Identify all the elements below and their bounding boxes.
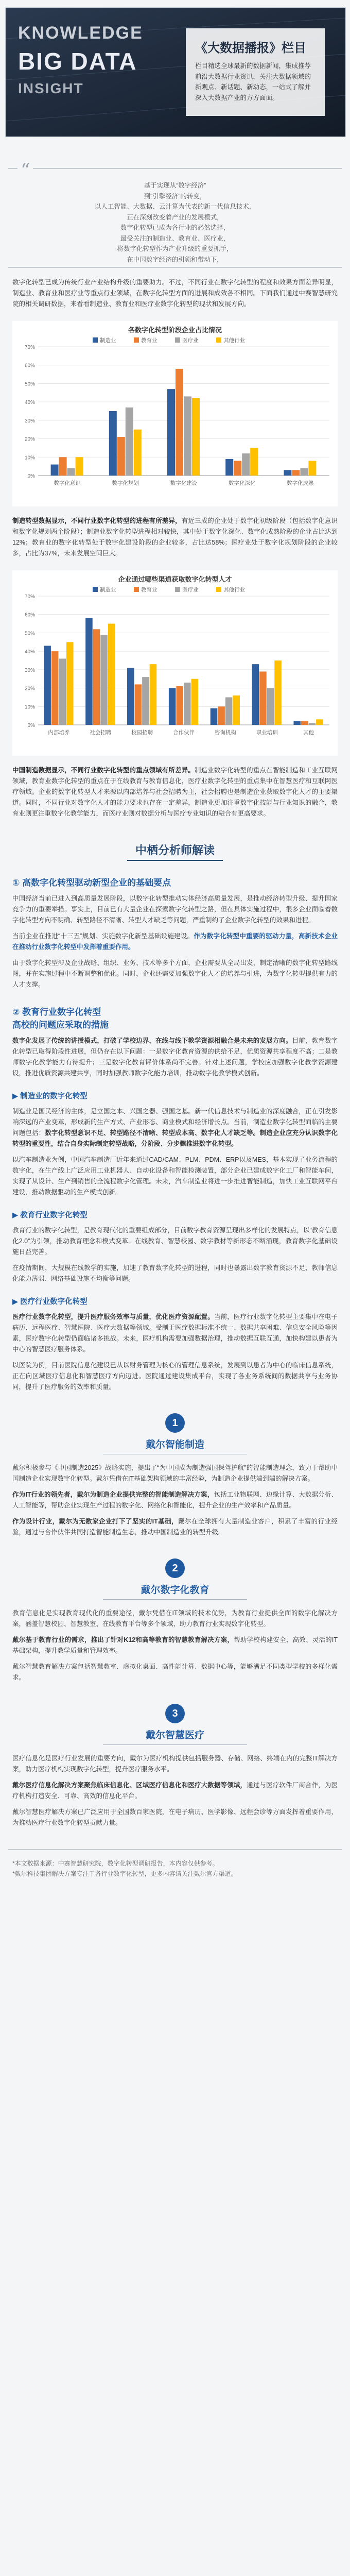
paragraph-s1-4-bold: 数字化发展了传统的讲授模式，打破了学校边界，在线与线下教学资源相融合是未来的发展方向。 xyxy=(12,1037,292,1044)
hero-word-3: INSIGHT xyxy=(18,80,84,96)
bar xyxy=(274,660,282,725)
intro-line: 在中国数字经济的引领和带动下， xyxy=(127,256,223,263)
legend-swatch xyxy=(93,587,98,592)
section-heading-text: 中栖分析师解读 xyxy=(127,840,223,861)
paragraph-b2-3: 戴尔智慧教育解决方案包括智慧教室、虚拟化桌面、高性能计算、数据中心等，能够满足不同类型学校的多样化需求。 xyxy=(12,1663,338,1681)
y-tick-label: 20% xyxy=(24,436,35,443)
intro-line: 数字化转型已成为各行业的必然选择， xyxy=(120,224,230,231)
bar xyxy=(184,683,191,725)
bar xyxy=(135,684,142,725)
intro-line: 最受关注的制造业、教育业、医疗业， xyxy=(120,234,230,242)
y-tick-label: 30% xyxy=(24,418,35,424)
paragraph-b1-2-bold: 作为IT行业的领先者，戴尔为制造企业提供完整的智能制造解决方案， xyxy=(12,1491,214,1498)
bar xyxy=(76,457,83,476)
chart1-svg xyxy=(12,321,338,506)
bar xyxy=(225,459,233,476)
bar xyxy=(211,708,218,725)
bar xyxy=(292,470,300,476)
hero-bg-words xyxy=(18,23,143,97)
bar xyxy=(142,677,149,725)
paragraph-s1-9-text: 当前，医疗行业数字化转型主要集中在电子病历、远程医疗、智慧医院、医疗大数据等领域。受制于医疗数据标准不统一、数据共享困难、信息安全风险等因素，医疗数字化转型仍面临诸多挑战。未来，医疗机构需要加强数据治理，推动数据互联互通，加快构建以患者为中心的智慧医疗服务体系。 xyxy=(12,1313,338,1353)
subheading-4: ▶ 教育行业数字化转型 xyxy=(12,1211,87,1219)
bar xyxy=(51,651,59,725)
paragraph-s1-5 xyxy=(12,1106,338,1149)
subheading-3: ▶ 制造业的数字化转型 xyxy=(12,1092,87,1100)
intro-quote-box xyxy=(8,160,342,268)
x-tick-label: 社会招聘 xyxy=(90,730,112,736)
bar xyxy=(300,468,308,476)
paragraph-b3-2-bold: 戴尔医疗信息化解决方案聚焦临床信息化、区域医疗信息化和医疗大数据等领域， xyxy=(12,1782,247,1789)
paragraph-s1-5b: 数字化转型意识不足、转型路径不清晰、转型成本高、数字化人才缺乏等。制造企业应充分认识数字化转型的重要性，结合自身实际制定转型战略，分阶段、分步骤推进数字化转型。 xyxy=(12,1129,338,1147)
bar xyxy=(284,470,291,476)
bar xyxy=(192,398,200,476)
quote-icon: “ xyxy=(18,162,33,180)
paragraph-b1-2 xyxy=(12,1489,338,1511)
hero-description: 栏目精选全球最新的数据新闻，集成推荐前沿大数据行业资讯，关注大数据领域的新观点、新话题、新动态，一站式了解并深入大数据产业的方方面面。 xyxy=(195,62,311,101)
paragraph-intro: 数字化转型已成为传统行业产业结构升级的重要助力。不过，不同行业在数字化转型的程度和效果方面差异明显，制造业、教育业和医疗业等重点行业领域，在数字化转型方面的进展和成效各不相同。下面我们通过中赛智慧研究院的相关调研数据，来看看制造业、教育业和医疗业数字化转型的现状和发展方向。 xyxy=(12,279,338,308)
bar xyxy=(234,461,241,476)
paragraph-b2-2-bold: 戴尔基于教育行业的需求，推出了针对K12和高等教育的智慧教育解决方案， xyxy=(12,1636,234,1643)
bar xyxy=(66,642,74,725)
legend-label: 医疗业 xyxy=(182,337,199,344)
block-1-title: 戴尔智能制造 xyxy=(145,1439,204,1450)
intro-line: 基于实现从“数字经济” xyxy=(144,182,206,189)
bar xyxy=(59,457,67,476)
block-2-number: 2 xyxy=(165,1558,185,1578)
x-tick-label: 数字化成熟 xyxy=(287,480,314,486)
paragraph-s1-8: 在疫情期间，大规模在线教学的实施，加速了教育数字化转型的进程，同时也暴露出数字教育资源不足、教师信息化能力薄弱、网络基础设施不均衡等问题。 xyxy=(12,1264,338,1282)
hero-banner xyxy=(5,7,346,137)
paragraph-s1-6: 以汽车制造业为例，中国汽车制造厂近年来通过CAD/CAM、PLM、PDM、ERP以及MES，基本实现了业务流程的数字化，在生产线上广泛应用工业机器人、自动化设备和智能检测装置，部分企业已建成数字化工厂和智能车间，实现了从设计、生产到销售的全流程数字化管理。未来，汽车制造业将进一步推进智能制造，加快工业互联网平台建设，推动数据驱动的生产模式创新。 xyxy=(12,1156,338,1196)
bar xyxy=(176,369,183,476)
x-tick-label: 职业培训 xyxy=(256,730,278,736)
bar xyxy=(176,686,183,725)
y-tick-label: 50% xyxy=(24,381,35,387)
legend-label: 其他行业 xyxy=(223,337,245,344)
block-1-heading xyxy=(0,1413,350,1454)
x-tick-label: 合作伙伴 xyxy=(173,730,195,736)
x-tick-label: 校园招聘 xyxy=(131,730,153,736)
y-tick-label: 60% xyxy=(24,612,35,618)
bar xyxy=(233,696,240,725)
legend-label: 其他行业 xyxy=(223,587,245,593)
bar xyxy=(308,461,316,476)
legend-label: 教育业 xyxy=(141,587,157,593)
bar xyxy=(301,721,308,725)
bar xyxy=(44,646,51,725)
legend-swatch xyxy=(216,587,221,592)
subheading-2b: 高校的问题应采取的措施 xyxy=(12,1020,109,1030)
paragraph-b1-3-text: 戴尔在全球拥有大量制造业客户，积累了丰富的行业经验，通过与合作伙伴共同打造智能制造生态，推动中国制造业的转型升级。 xyxy=(12,1518,338,1536)
paragraph-b1-3 xyxy=(12,1516,338,1538)
footer-notes xyxy=(8,1849,342,1879)
paragraph-s1-5a: 制造业是国民经济的主体，是立国之本、兴国之器、强国之基。新一代信息技术与制造业的深度融合，正在引发影响深远的产业变革，形成新的生产方式、产业形态、商业模式和经济增长点。当前，制造业数字化转型面临的主要问题包括： xyxy=(12,1108,338,1137)
bar xyxy=(309,723,316,725)
paragraph-b2-1: 教育信息化是实现教育现代化的重要途径，戴尔凭借在IT领域的技术优势，为教育行业提供全面的数字化解决方案，涵盖智慧校园、智慧教室、在线教育平台等多个领域，助力教育行业实现数字化转型。 xyxy=(12,1609,338,1628)
y-tick-label: 70% xyxy=(24,594,35,600)
paragraph-b1-1: 戴尔积极参与《中国制造2025》战略实施，提出了“为中国成为制造强国保驾护航”的智能制造理念，致力于帮助中国制造企业实现数字化转型。戴尔凭借在IT基础架构领域的丰富经验，为制造企业提供端到端的解决方案。 xyxy=(12,1464,338,1482)
paragraph-chart2-bold: 中国制造数据显示，不同行业数字化转型的重点领域有所差异。 xyxy=(12,767,195,774)
bar xyxy=(85,618,93,725)
paragraph-s1-9-bold: 医疗行业数字化转型，提升医疗服务效率与质量，优化医疗资源配置。 xyxy=(12,1313,214,1320)
hero-word-2: BIG DATA xyxy=(18,48,137,75)
legend-swatch xyxy=(175,337,180,343)
hero-card xyxy=(186,28,325,116)
bar xyxy=(67,468,75,476)
y-tick-label: 40% xyxy=(24,400,35,406)
bar xyxy=(252,664,259,725)
y-tick-label: 30% xyxy=(24,667,35,673)
hero-word-1: KNOWLEDGE xyxy=(18,23,143,43)
intro-line: 到“引擎经济”的转变， xyxy=(144,192,206,200)
block-3-title: 戴尔智慧医疗 xyxy=(145,1730,204,1741)
paragraph-s1-1: 中国经济当前已进入到高质量发展阶段，以数字化转型推动实体经济高质量发展，是推动经济转型升级、提升国家竞争力的重要举措。事实上，目前已有大量企业在探索数字化转型之路，但在具体实施过程中，很多企业面临着数字化转型方向不明确、转型路径不清晰、转型人才缺乏等问题，严重制约了企业数字化转型的效果和进程。 xyxy=(12,895,338,924)
legend-swatch xyxy=(134,587,139,592)
x-tick-label: 数字化规划 xyxy=(112,480,139,486)
bar xyxy=(134,430,142,476)
footer-note-2: *戴尔科技集团解决方案专注于各行业数字化转型，更多内容请关注戴尔官方渠道。 xyxy=(12,1870,237,1877)
bar xyxy=(93,629,100,725)
chart-transform-stage xyxy=(12,321,338,506)
x-tick-label: 其他 xyxy=(303,730,314,736)
paragraph-s1-3: 由于数字化转型涉及企业战略、组织、业务、技术等多个方面，企业需要从全局出发，制定清晰的数字化转型路线图，并在实施过程中不断调整和优化。同时，企业还需要加强数字化人才的培养与引进，为数字化转型提供有力的人才支撑。 xyxy=(12,959,338,988)
chart2-svg xyxy=(12,570,338,756)
paragraph-b3-2-text: 通过与医疗软件厂商合作，为医疗机构打造安全、可靠、高效的信息化平台。 xyxy=(12,1782,338,1800)
paragraph-chart1-bold: 制造转型数据显示，不同行业数字化转型的进程有所差异， xyxy=(12,517,182,524)
chart-title: 各数字化转型阶段企业占比情况 xyxy=(128,326,222,334)
intro-line: 以人工智能、大数据、云计算为代表的新一代信息技术， xyxy=(94,203,256,210)
y-tick-label: 0% xyxy=(27,723,35,728)
x-tick-label: 数字化建设 xyxy=(170,480,198,486)
hero-title: 《大数据播报》栏目 xyxy=(195,41,306,55)
bar xyxy=(100,635,108,725)
block-3-number: 3 xyxy=(165,1704,185,1723)
bar xyxy=(167,389,175,476)
paragraph-b1-3-bold: 作为设计行业，戴尔为无数家企业打下了坚实的IT基础， xyxy=(12,1518,178,1525)
bar xyxy=(126,408,133,476)
paragraph-s1-2b: 作为数字化转型中重要的驱动力量，高新技术企业在推动行业数字化转型中发挥着重要作用。 xyxy=(12,933,338,951)
legend-label: 教育业 xyxy=(141,337,157,344)
bar xyxy=(316,719,323,725)
block-2-divider xyxy=(103,1599,247,1600)
paragraph-chart1-text: 有近三成的企业处于数字化初级阶段（包括数字化意识和数字化规划两个阶段）；制造业数字化转型进程相对较快，其中处于数字化深化、数字化成熟阶段的企业占比达到12%；教育业的数字化转型处于数字化建设阶段的企业较多，占比达58%；医疗业处于数字化规划阶段的企业较多，占比为37%，未来发展空间巨大。 xyxy=(12,517,338,557)
intro-lines xyxy=(8,180,342,265)
legend-swatch xyxy=(216,337,221,343)
intro-line: 将数字化转型作为产业升级的重要抓手， xyxy=(117,245,233,252)
y-tick-label: 40% xyxy=(24,649,35,655)
y-tick-label: 70% xyxy=(24,345,35,350)
x-tick-label: 咨询机构 xyxy=(214,730,236,736)
paragraph-s1-7: 教育行业的数字化转型，是教育现代化的重要组成部分，目前数字教育资源呈现出多样化的发展特点，以“教育信息化2.0”为引领，推动教育理念和模式变革。在线教育、智慧校园、数字教材等新形态不断涌现，教育数字化基础设施日益完善。 xyxy=(12,1227,338,1256)
block-1-number: 1 xyxy=(165,1413,185,1433)
bar xyxy=(242,453,250,476)
paragraph-s1-10: 以医院为例，目前医院信息化建设已从以财务管理为核心的管理信息系统，发展到以患者为中心的临床信息系统，正在向区域医疗信息化和智慧医疗方向迈进。医院通过建设集成平台，实现了各业务系统间的数据共享与业务协同，提升了医疗服务的效率和质量。 xyxy=(12,1362,338,1391)
x-tick-label: 数字化意识 xyxy=(54,480,81,486)
y-tick-label: 50% xyxy=(24,631,35,637)
y-tick-label: 20% xyxy=(24,686,35,692)
chart-talent-channels xyxy=(12,570,338,756)
bar xyxy=(259,671,267,725)
paragraph-s1-4-text: 目前，教育数字化转型已取得阶段性进展，但仍存在以下问题：一是数字化教育资源的供给不足，优质资源共享程度不高；二是教师数字化教学能力有待提升；三是数字化教育评价体系尚不完善。针对上述问题，学校应加强数字化教学资源建设，推进优质资源共建共享，同时加强教师数字化能力培训，推动数字化教学模式创新。 xyxy=(12,1037,338,1077)
section-heading xyxy=(0,840,350,861)
bar xyxy=(293,721,301,725)
paragraph-chart1-analysis xyxy=(12,516,338,559)
bar xyxy=(169,688,176,725)
y-tick-label: 60% xyxy=(24,363,35,369)
bar xyxy=(218,706,225,725)
bar xyxy=(108,624,115,725)
bar xyxy=(225,697,233,725)
footer-note-1: *本文数据来源：中赛智慧研究院，数字化转型调研报告，本内容仅供参考。 xyxy=(12,1860,219,1867)
bar xyxy=(59,658,66,725)
legend-swatch xyxy=(175,587,180,592)
bar xyxy=(109,411,117,476)
block-2-title: 戴尔数字化教育 xyxy=(141,1585,209,1596)
legend-label: 制造业 xyxy=(100,587,116,593)
paragraph-s1-9 xyxy=(12,1312,338,1355)
bar xyxy=(150,664,157,725)
chart-title: 企业通过哪些渠道获取数字化转型人才 xyxy=(118,575,232,583)
x-tick-label: 数字化深化 xyxy=(228,480,256,486)
paragraph-s1-2 xyxy=(12,931,338,953)
subheading-2a: ② 教育行业数字化转型 xyxy=(12,1007,101,1017)
legend-label: 医疗业 xyxy=(182,587,199,593)
bar xyxy=(184,396,191,476)
block-2-heading xyxy=(0,1558,350,1600)
paragraph-b3-1: 医疗信息化是医疗行业发展的重要方向，戴尔为医疗机构提供包括服务器、存储、网络、终端在内的完整IT解决方案，助力医疗机构实现数字化转型，提升医疗服务水平。 xyxy=(12,1755,338,1773)
legend-swatch xyxy=(93,337,98,343)
block-3-divider xyxy=(103,1744,247,1745)
paragraph-b1-2-text: 包括工业物联网、边缘计算、大数据分析、人工智能等，帮助企业实现生产过程的数字化、网络化和智能化，提升企业的生产效率和产品质量。 xyxy=(12,1491,338,1509)
paragraph-s1-2a: 当前企业在推进“十三五”规划、实施数字化新型基础设施建设。 xyxy=(12,933,194,940)
bar xyxy=(127,668,134,725)
block-3-heading xyxy=(0,1704,350,1745)
paragraph-b2-2-text: 帮助学校构建安全、高效、灵活的IT基础架构，提升教学质量和管理效率。 xyxy=(12,1636,338,1654)
bar xyxy=(267,688,274,725)
bar xyxy=(117,437,125,476)
paragraph-s1-4 xyxy=(12,1036,338,1079)
paragraph-b2-2 xyxy=(12,1635,338,1656)
bar xyxy=(191,679,199,725)
y-tick-label: 10% xyxy=(24,704,35,710)
subheading-2 xyxy=(12,1005,338,1030)
y-tick-label: 0% xyxy=(27,473,35,479)
paragraph-b3-3: 戴尔智慧医疗解决方案已广泛应用于全国数百家医院，在电子病历、医学影像、远程会诊等方面发挥着重要作用，为推动医疗行业数字化转型贡献力量。 xyxy=(12,1808,338,1826)
paragraph-chart2-text: 制造业数字化转型的重点在智能制造和工业互联网领域，教育业数字化转型的重点在于在线教育与教育信息化，医疗业数字化转型的重点集中在智慧医疗和互联网医疗领域。企业的数字化转型人才来源以内部培养与社会招聘为主，社会招聘也是制造企业获取数字化人才的主要渠道。同时，不同行业对数字化人才的能力要求也存在一定差异，制造业更加注重数字化技能与行业知识的融合，教育业则更注重数字化教学能力，而医疗业则对数据分析与医疗专业知识的融合有更高要求。 xyxy=(12,767,338,817)
bar xyxy=(250,448,258,476)
legend-label: 制造业 xyxy=(100,337,116,344)
y-tick-label: 10% xyxy=(24,455,35,461)
legend-swatch xyxy=(134,337,139,343)
paragraph-chart2-analysis xyxy=(12,765,338,819)
subheading-5: ▶ 医疗行业数字化转型 xyxy=(12,1298,87,1306)
intro-line: 正在深刻改变着产业的发展模式， xyxy=(127,213,223,221)
subheading-1: ① 高数字化转型驱动新型企业的基础要点 xyxy=(12,878,171,888)
x-tick-label: 内部培养 xyxy=(48,730,70,736)
bar xyxy=(51,465,59,476)
paragraph-b3-2 xyxy=(12,1780,338,1802)
